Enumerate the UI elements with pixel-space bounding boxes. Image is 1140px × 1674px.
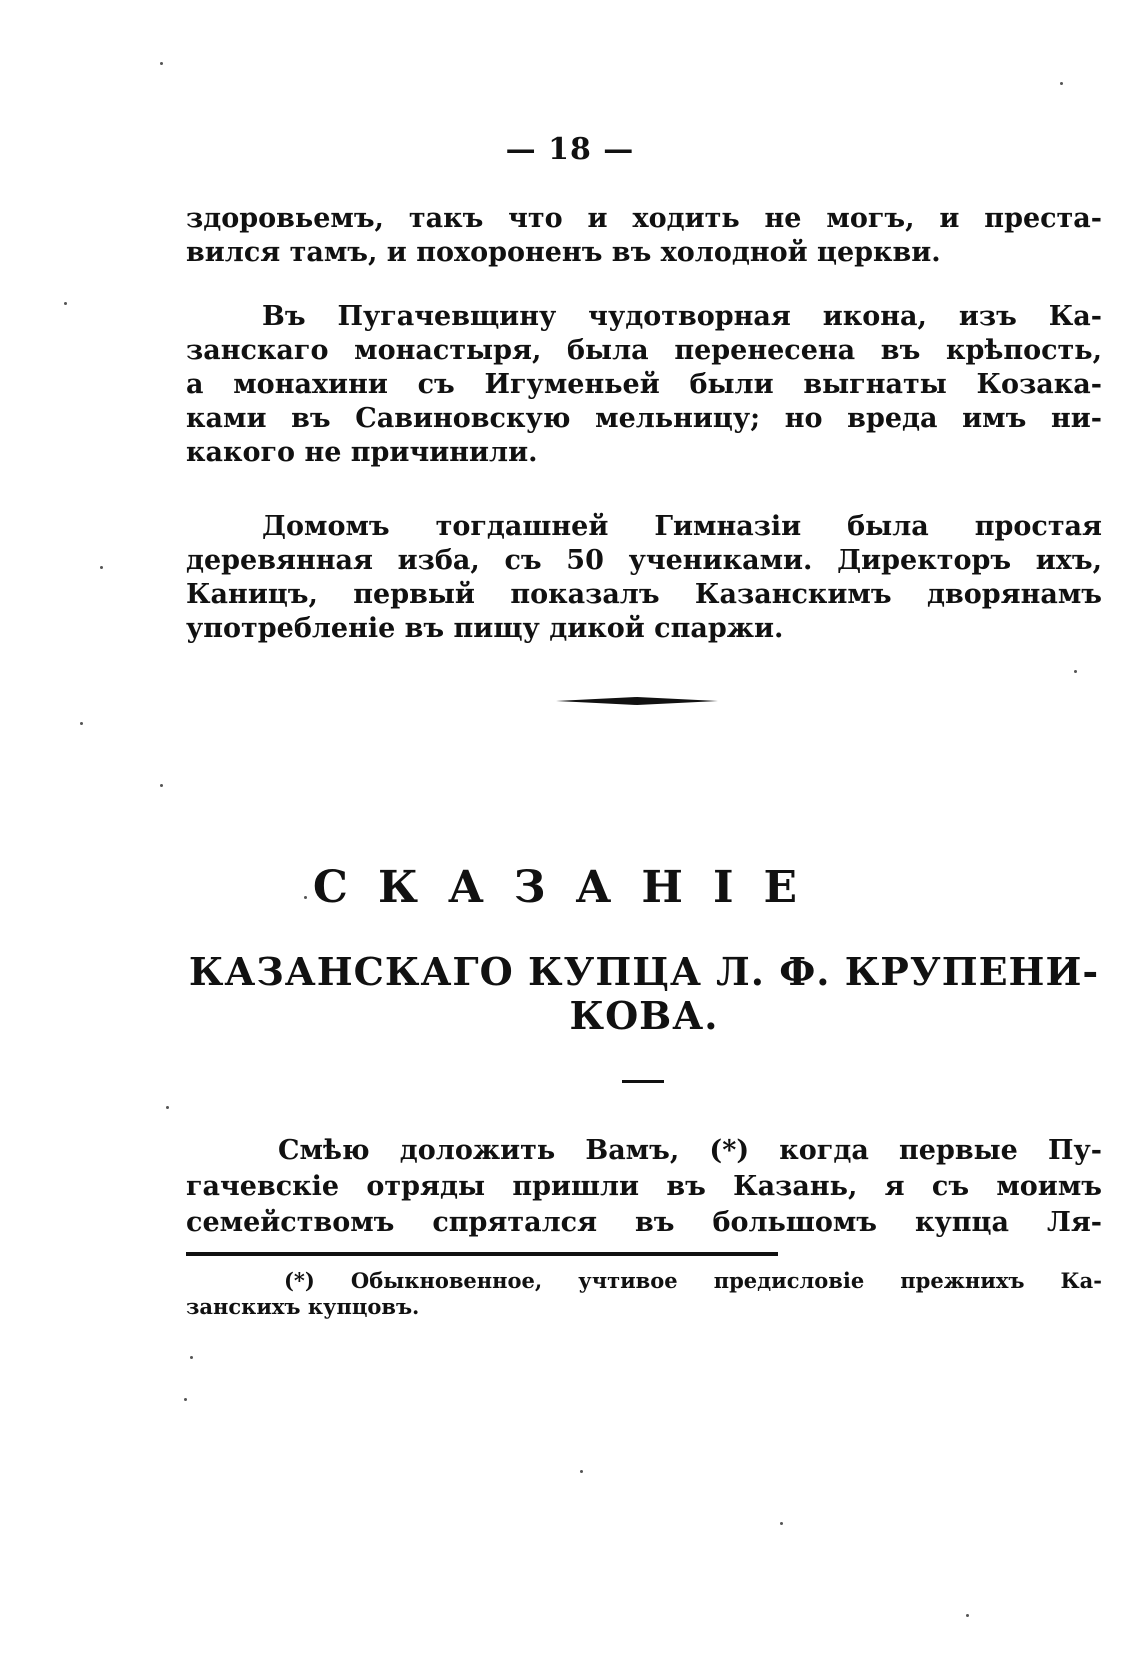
section-paragraph-line-3: семействомъ спрятался въ большомъ купца Ля- [186,1207,1102,1238]
paragraph-2-line-4: ками въ Савиновскую мельницу; но вреда имъ ни- [186,403,1102,434]
paragraph-1-line-1: здоровьемъ, такъ что и ходить не могъ, и преста- [186,203,1102,234]
scan-speck [80,722,83,725]
scan-speck [1074,670,1077,673]
scan-speck [780,1522,783,1525]
paragraph-3-line-3: Каницъ, первый показалъ Казанскимъ дворянамъ [186,579,1102,610]
scan-speck [64,302,67,305]
scan-speck [160,784,163,787]
scan-speck [966,1614,969,1617]
scan-speck [304,896,307,899]
page-number: — 18 — [505,132,635,167]
scan-speck [100,566,103,569]
ornamental-divider [556,696,718,706]
paragraph-3-line-1: Домомъ тогдашней Гимназіи была простая [262,511,1102,542]
section-subtitle-line-2: КОВА. [569,993,719,1038]
short-divider [622,1080,664,1083]
footnote-line-2: занскихъ купцовъ. [186,1294,420,1319]
footnote-rule [186,1252,778,1256]
paragraph-2-line-5: какого не причинили. [186,437,538,468]
scan-speck [184,1398,187,1401]
scan-speck [166,1106,169,1109]
scan-speck [580,1470,583,1473]
paragraph-1-line-2: вился тамъ, и похороненъ въ холодной церкви. [186,237,941,268]
paragraph-2-line-2: занскаго монастыря, была перенесена въ крѣпость, [186,335,1102,366]
section-paragraph-line-2: гачевскіе отряды пришли въ Казань, я съ моимъ [186,1171,1102,1202]
paragraph-3-line-4: употребленіе въ пищу дикой спаржи. [186,613,784,644]
footnote-line-1: (*) Обыкновенное, учтивое предисловіе прежнихъ Ка- [284,1268,1102,1293]
scan-speck [190,1356,193,1359]
scan-speck [1060,82,1063,85]
paragraph-3-line-2: деревянная изба, съ 50 учениками. Директоръ ихъ, [186,545,1102,576]
section-title: СКАЗАНІЕ [312,862,828,913]
scan-speck [160,62,163,65]
paragraph-2-line-1: Въ Пугачевщину чудотворная икона, изъ Ка- [262,301,1102,332]
section-paragraph-line-1: Смѣю доложить Вамъ, (*) когда первые Пу- [278,1135,1102,1166]
paragraph-2-line-3: а монахини съ Игуменьей были выгнаты Козака- [186,369,1102,400]
section-subtitle-line-1: КАЗАНСКАГО КУПЦА Л. Ф. КРУПЕНИ- [188,949,1100,994]
